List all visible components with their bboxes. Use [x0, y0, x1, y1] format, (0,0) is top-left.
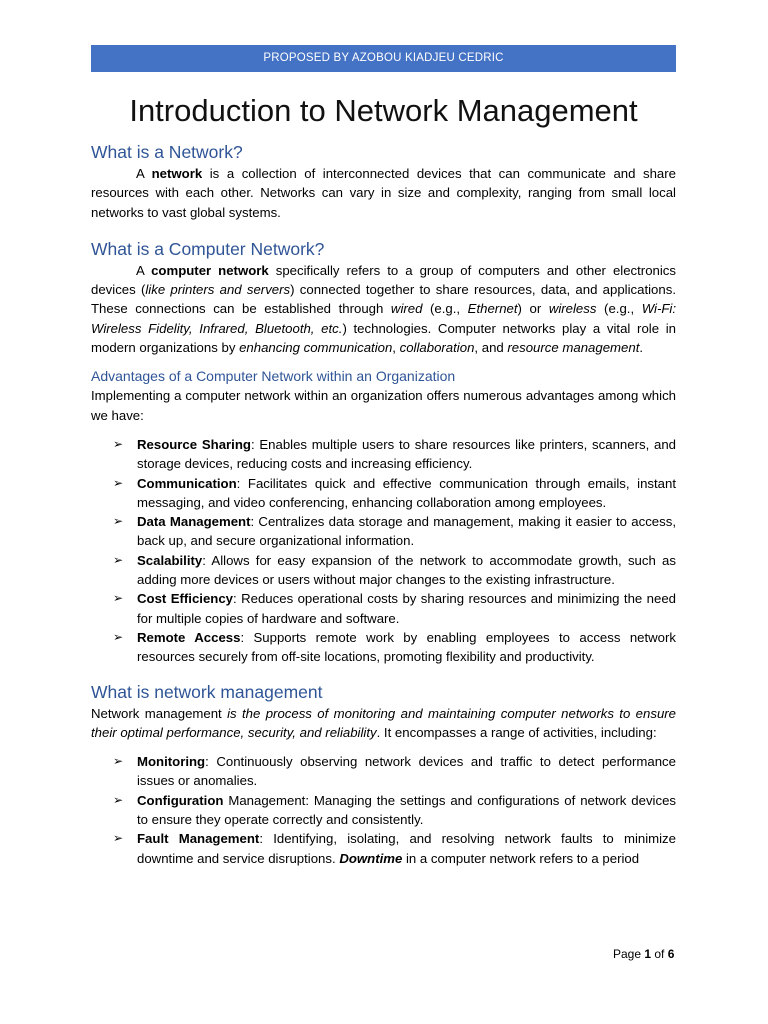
advantages-intro: Implementing a computer network within an organization offers numerous advantages among which we have: — [91, 388, 676, 423]
arrow-bullet-icon: ➢ — [113, 436, 124, 451]
computer-network-definition: A computer network specifically refers to a group of computers and other electronics devices (like printers and servers) connected together to share resources, data, and applications. These connections can be established through wired (e.g., Ethernet) or wireless (e.g., Wi-Fi: Wireless Fidelity, Infrared, Bluetooth, etc.) technologies. Computer networks play a vital role in modern organizations by enhancing communication, collaboration, and resource management. — [91, 262, 677, 356]
list-item: ➢ Resource Sharing: Enables multiple users to share resources like printers, scanners, and storage devices, reducing costs and increasing efficiency. — [113, 436, 676, 472]
list-item: ➢ Data Management: Centralizes data storage and management, making it easier to access, back up, and secure organizational information. — [113, 514, 676, 549]
list-item: ➢ Monitoring: Continuously observing network devices and traffic to detect performance issues or anomalies. — [113, 754, 676, 789]
arrow-bullet-icon: ➢ — [113, 552, 124, 567]
author-banner: PROPOSED BY AZOBOU KIADJEU CEDRIC — [91, 45, 676, 72]
arrow-bullet-icon: ➢ — [113, 591, 124, 606]
network-management-definition: Network management is the process of monitoring and maintaining computer networks to ensure their optimal performance, security, and reliability. It encompasses a range of activities, including: — [91, 705, 677, 740]
list-item: ➢ Scalability: Allows for easy expansion of the network to accommodate growth, such as adding more devices or users without major changes to the existing infrastructure. — [113, 552, 676, 588]
heading-what-is-network: What is a Network? — [91, 142, 243, 162]
arrow-bullet-icon: ➢ — [113, 754, 124, 769]
arrow-bullet-icon: ➢ — [113, 831, 124, 846]
activities-list — [91, 752, 676, 868]
network-definition: A network is a collection of interconnected devices that can communicate and share resources with each other. Networks can vary in size and complexity, ranging from small local networks to vast global systems. — [91, 166, 676, 220]
page-number: Page 1 of 6 — [613, 947, 675, 961]
list-item: ➢ Configuration Management: Managing the settings and configurations of network devices to ensure they operate correctly and consistently. — [113, 792, 676, 828]
list-item: ➢ Communication: Facilitates quick and effective communication through emails, instant messaging, and video conferencing, enhancing collaboration among employees. — [113, 475, 676, 510]
arrow-bullet-icon: ➢ — [113, 475, 124, 490]
heading-network-management: What is network management — [91, 681, 323, 702]
list-item: ➢ Remote Access: Supports remote work by enabling employees to access network resources securely from off-site locations, promoting flexibility and productivity. — [113, 629, 677, 665]
page-title: Introduction to Network Management — [129, 93, 638, 128]
advantages-list — [91, 435, 676, 667]
heading-advantages: Advantages of a Computer Network within an Organization — [91, 368, 456, 385]
document-page — [91, 45, 676, 868]
arrow-bullet-icon: ➢ — [113, 629, 124, 644]
arrow-bullet-icon: ➢ — [113, 792, 124, 807]
heading-computer-network: What is a Computer Network? — [91, 238, 325, 259]
arrow-bullet-icon: ➢ — [113, 514, 124, 529]
list-item: ➢ Cost Efficiency: Reduces operational costs by sharing resources and minimizing the need for multiple copies of hardware and software. — [113, 591, 676, 626]
list-item: ➢ Fault Management: Identifying, isolating, and resolving network faults to minimize downtime and service disruptions. Downtime in a computer network refers to a period — [113, 831, 676, 866]
